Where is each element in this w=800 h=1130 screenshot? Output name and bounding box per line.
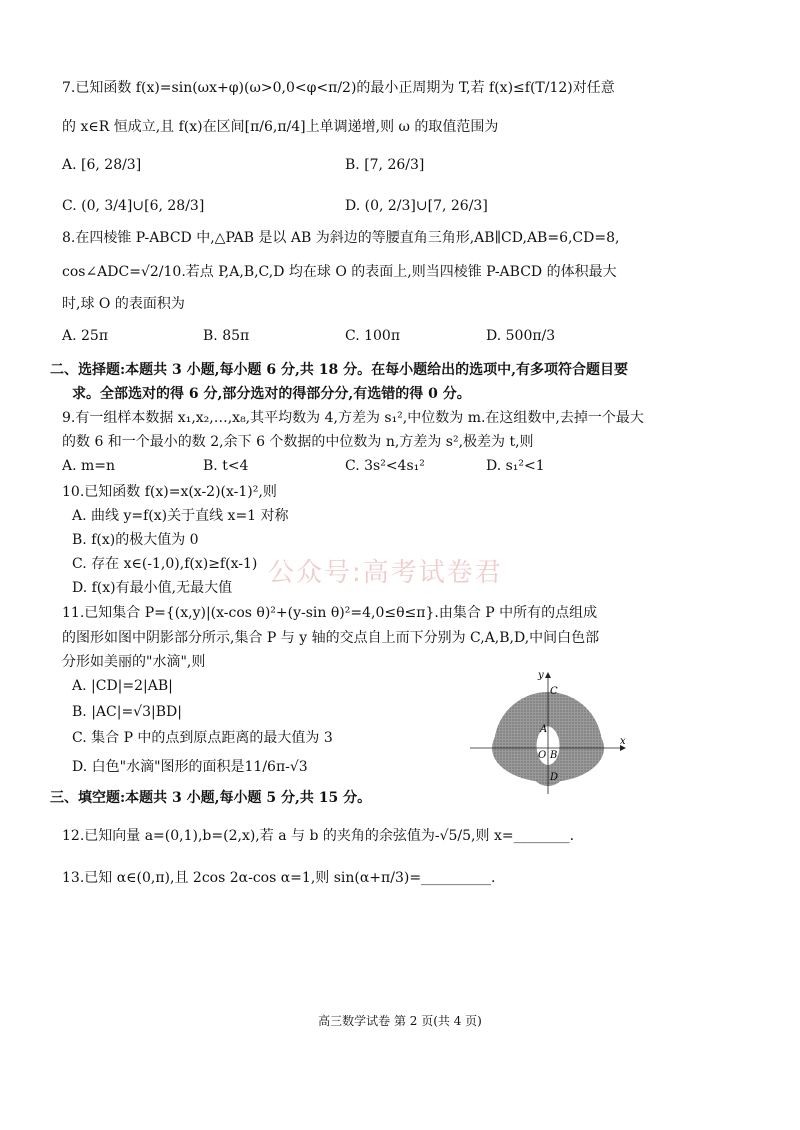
point-b-label: B — [550, 750, 558, 761]
q8-stem-line3: 时,球 O 的表面积为 — [62, 296, 185, 312]
q8-option-c: C. 100π — [345, 328, 401, 344]
q7-option-d: D. (0, 2/3]∪[7, 26/3] — [345, 198, 488, 214]
q11-option-d: D. 白色"水滴"图形的面积是11/6π-√3 — [72, 759, 308, 775]
q8-option-d: D. 500π/3 — [486, 328, 556, 344]
q10-option-c: C. 存在 x∈(-1,0),f(x)≥f(x-1) — [72, 556, 258, 572]
q9-option-b: B. t<4 — [203, 458, 249, 474]
x-axis-label: x — [620, 736, 626, 747]
q11-option-a: A. |CD|=2|AB| — [72, 678, 173, 694]
y-axis-arrow — [545, 672, 551, 678]
q9-stem-line1: 9.有一组样本数据 x₁,x₂,…,x₈,其平均数为 4,方差为 s₁²,中位数为 m.在这组数中,去掉一个最大 — [62, 410, 644, 426]
q12: 12.已知向量 a=(0,1),b=(2,x),若 a 与 b 的夹角的余弦值为-√5/5,则 x=________. — [62, 828, 575, 844]
q9-stem-line2: 的数 6 和一个最小的数 2,余下 6 个数据的中位数为 n,方差为 s²,极差为 t,则 — [62, 434, 534, 450]
q11-stem-line3: 分形如美丽的"水滴",则 — [62, 654, 206, 670]
q10-option-b: B. f(x)的极大值为 0 — [72, 532, 199, 548]
q11-option-c: C. 集合 P 中的点到原点距离的最大值为 3 — [72, 730, 333, 746]
q8-option-b: B. 85π — [203, 328, 250, 344]
q9-option-a: A. m=n — [62, 458, 116, 474]
q8-option-a: A. 25π — [62, 328, 109, 344]
y-axis-label: y — [538, 670, 544, 681]
origin-label: O — [538, 750, 547, 761]
section2-header-line2: 求。全部选对的得 6 分,部分选对的得部分分,有选错的得 0 分。 — [72, 386, 471, 402]
section2-header-line1: 二、选择题:本题共 3 小题,每小题 6 分,共 18 分。在每小题给出的选项中,有多项符合题目要 — [50, 362, 628, 378]
point-a-label: A — [540, 724, 548, 735]
q11-stem-line2: 的图形如图中阴影部分所示,集合 P 与 y 轴的交点自上而下分别为 C,A,B,D,中间白色部 — [62, 630, 600, 646]
q11-figure — [470, 668, 630, 796]
section3-header: 三、填空题:本题共 3 小题,每小题 5 分,共 15 分。 — [50, 790, 372, 806]
point-c-label: C — [550, 686, 558, 697]
watermark: 公众号:高考试卷君 — [268, 558, 503, 588]
point-d-label: D — [550, 772, 559, 783]
q7-option-c: C. (0, 3/4]∪[6, 28/3] — [62, 198, 205, 214]
q8-stem-line1: 8.在四棱锥 P-ABCD 中,△PAB 是以 AB 为斜边的等腰直角三角形,AB∥CD,AB=6,CD=8, — [62, 230, 620, 246]
q9-option-d: D. s₁²<1 — [486, 458, 545, 474]
q9-option-c: C. 3s²<4s₁² — [345, 458, 425, 474]
page-footer: 高三数学试卷 第 2 页(共 4 页) — [318, 1014, 482, 1028]
q7-option-a: A. [6, 28/3] — [62, 157, 142, 173]
q11-option-b: B. |AC|=√3|BD| — [72, 704, 182, 720]
q7-stem-line2: 的 x∈R 恒成立,且 f(x)在区间[π/6,π/4]上单调递增,则 ω 的取值范围为 — [62, 119, 499, 135]
q13: 13.已知 α∈(0,π),且 2cos 2α-cos α=1,则 sin(α+π/3)=__________. — [62, 870, 496, 886]
q7-stem-line1: 7.已知函数 f(x)=sin(ωx+φ)(ω>0,0<φ<π/2)的最小正周期为 T,若 f(x)≤f(T/12)对任意 — [62, 80, 615, 96]
q8-stem-line2: cos∠ADC=√2/10.若点 P,A,B,C,D 均在球 O 的表面上,则当四棱锥 P-ABCD 的体积最大 — [62, 264, 617, 280]
q11-stem-line1: 11.已知集合 P={(x,y)|(x-cos θ)²+(y-sin θ)²=4,0≤θ≤π}.由集合 P 中所有的点组成 — [62, 605, 598, 621]
q10-option-d: D. f(x)有最小值,无最大值 — [72, 580, 233, 596]
q7-option-b: B. [7, 26/3] — [345, 157, 425, 173]
q10-stem: 10.已知函数 f(x)=x(x-2)(x-1)²,则 — [62, 484, 277, 500]
q10-option-a: A. 曲线 y=f(x)关于直线 x=1 对称 — [72, 508, 289, 524]
